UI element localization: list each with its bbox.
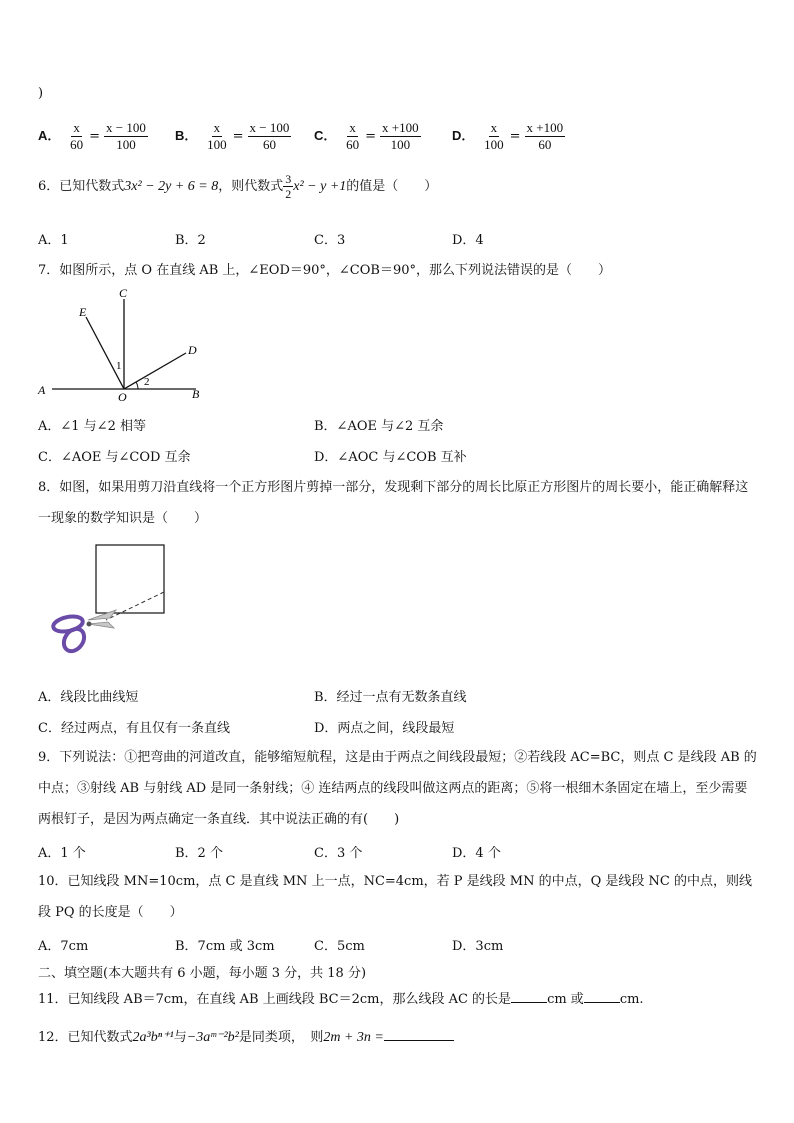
q10-option-b[interactable]: B．7cm 或 3cm <box>175 939 275 954</box>
label-a: A <box>38 383 46 397</box>
scissors-icon <box>52 610 116 655</box>
q8-option-a[interactable]: A．线段比曲线短 <box>38 690 139 705</box>
q5-option-a[interactable]: A． $\frac{x}{60}$ = $\frac{x - 100}{100}$ <box>38 120 146 152</box>
q5-option-b[interactable]: B． $\frac{x}{100}$ = $\frac{x - 100}{60}$ <box>175 120 290 152</box>
q10-option-a[interactable]: A．7cm <box>38 939 89 954</box>
q9-option-a[interactable]: A．1 个 <box>38 846 86 861</box>
fraction: $\frac{x - 100}{60}$ <box>249 120 290 152</box>
q8-option-d[interactable]: D．两点之间，线段最短 <box>314 721 455 736</box>
q9-option-d[interactable]: D．4 个 <box>452 846 501 861</box>
question-9-stem: 9．下列说法：①把弯曲的河道改直，能够缩短航程，这是由于两点之间线段最短；②若线段 AC=BC，则点 C 是线段 AB 的中点；③射线 AB 与射线 AD 是同一条射线；④ 连结两点的线段叫做这两点的距离；⑤将一根细木条固定在墙上，至少需要两根钉子，是因为两点确定一条直线．其中说法正确的有( ) <box>38 750 757 827</box>
fraction: $\frac{x}{100}$ <box>484 120 504 152</box>
question-10-stem: 10．已知线段 MN=10cm，点 C 是直线 MN 上一点，NC=4cm，若 P 是线段 MN 的中点，Q 是线段 NC 的中点，则线段 PQ 的长度是（ ） <box>38 874 752 920</box>
label-angle-1: 1 <box>116 360 122 372</box>
label-o: O <box>118 390 127 403</box>
q6-option-c[interactable]: C．3 <box>314 233 346 248</box>
option-label: A． <box>38 128 61 143</box>
cut-line <box>106 592 164 620</box>
q10-option-d[interactable]: D．3cm <box>452 939 504 954</box>
q7-option-a[interactable]: A．∠1 与∠2 相等 <box>38 419 146 434</box>
option-label: D． <box>452 128 475 143</box>
q7-option-d[interactable]: D．∠AOC 与∠COB 互补 <box>314 450 467 465</box>
label-c: C <box>119 286 128 300</box>
q6-expression-2: x² − y +1 <box>293 179 347 194</box>
angle-2-arc <box>136 382 138 389</box>
q6-option-d[interactable]: D．4 <box>452 233 484 248</box>
question-12-stem: 12．已知代数式2a³bⁿ⁺¹与−3aᵐ⁻²b²是同类项， 则2m + 3n = <box>38 1026 454 1046</box>
fraction: $\frac{x +100}{100}$ <box>382 120 419 152</box>
answer-blank-2[interactable] <box>584 990 620 1003</box>
fraction: $\frac{x}{60}$ <box>346 120 360 152</box>
q6-expression-1: 3x² − 2y + 6 = 8 <box>124 179 219 194</box>
question-8-stem: 8．如图，如果用剪刀沿直线将一个正方形图片剪掉一部分，发现剩下部分的周长比原正方形图片的周长要小，能正确解释这一现象的数学知识是（ ） <box>38 480 749 526</box>
ray-od <box>124 353 186 389</box>
answer-blank-1[interactable] <box>511 990 547 1003</box>
angle-figure <box>34 283 214 403</box>
q10-option-c[interactable]: C．5cm <box>314 939 365 954</box>
question-7-stem: 7．如图所示，点 O 在直线 AB 上，∠EOD＝90°，∠COB＝90°，那么下列说法错误的是（ ） <box>38 263 611 278</box>
q8-option-b[interactable]: B．经过一点有无数条直线 <box>314 690 467 705</box>
scissors-figure <box>48 540 178 660</box>
q6-option-b[interactable]: B．2 <box>175 233 206 248</box>
fraction: $\frac{x}{100}$ <box>207 120 227 152</box>
label-angle-2: 2 <box>144 376 150 388</box>
fraction: $\frac{3}{2}$ <box>285 172 292 201</box>
label-d: D <box>188 343 197 357</box>
label-b: B <box>192 387 200 401</box>
answer-blank[interactable] <box>384 1028 454 1041</box>
label-e: E <box>79 305 87 319</box>
question-11-stem: 11．已知线段 AB＝7cm，在直线 AB 上画线段 BC＝2cm，那么线段 AC 的长是 cm 或 cm. <box>38 992 644 1007</box>
ray-oe <box>86 317 124 389</box>
q12-expression: 2m + 3n = <box>323 1030 384 1045</box>
q5-option-c[interactable]: C． $\frac{x}{60}$ = $\frac{x +100}{100}$ <box>314 120 419 152</box>
fraction: $\frac{x - 100}{100}$ <box>106 120 146 152</box>
q7-option-c[interactable]: C．∠AOE 与∠COD 互余 <box>38 450 191 465</box>
option-label: C． <box>314 128 337 143</box>
question-6-stem: 6．已知代数式3x² − 2y + 6 = 8，则代数式 $\frac{3}{2}$ x² − y +1的值是（ ） <box>38 172 438 201</box>
q5-tail: ) <box>38 86 44 101</box>
q12-term-1: 2a³bⁿ⁺¹ <box>132 1030 174 1045</box>
fraction: $\frac{x}{60}$ <box>70 120 84 152</box>
square-picture <box>96 545 164 613</box>
q9-option-c[interactable]: C．3 个 <box>314 846 363 861</box>
section-2-heading: 二、填空题(本大题共有 6 小题，每小题 3 分，共 18 分) <box>38 966 367 981</box>
q6-option-a[interactable]: A．1 <box>38 233 69 248</box>
q9-option-b[interactable]: B．2 个 <box>175 846 223 861</box>
option-label: B． <box>175 128 198 143</box>
q12-term-2: −3aᵐ⁻²b² <box>186 1030 239 1045</box>
q5-option-d[interactable]: D． $\frac{x}{100}$ = $\frac{x +100}{60}$ <box>452 120 564 152</box>
q7-option-b[interactable]: B．∠AOE 与∠2 互余 <box>314 419 444 434</box>
fraction: $\frac{x +100}{60}$ <box>526 120 564 152</box>
q8-option-c[interactable]: C．经过两点，有且仅有一条直线 <box>38 721 230 736</box>
